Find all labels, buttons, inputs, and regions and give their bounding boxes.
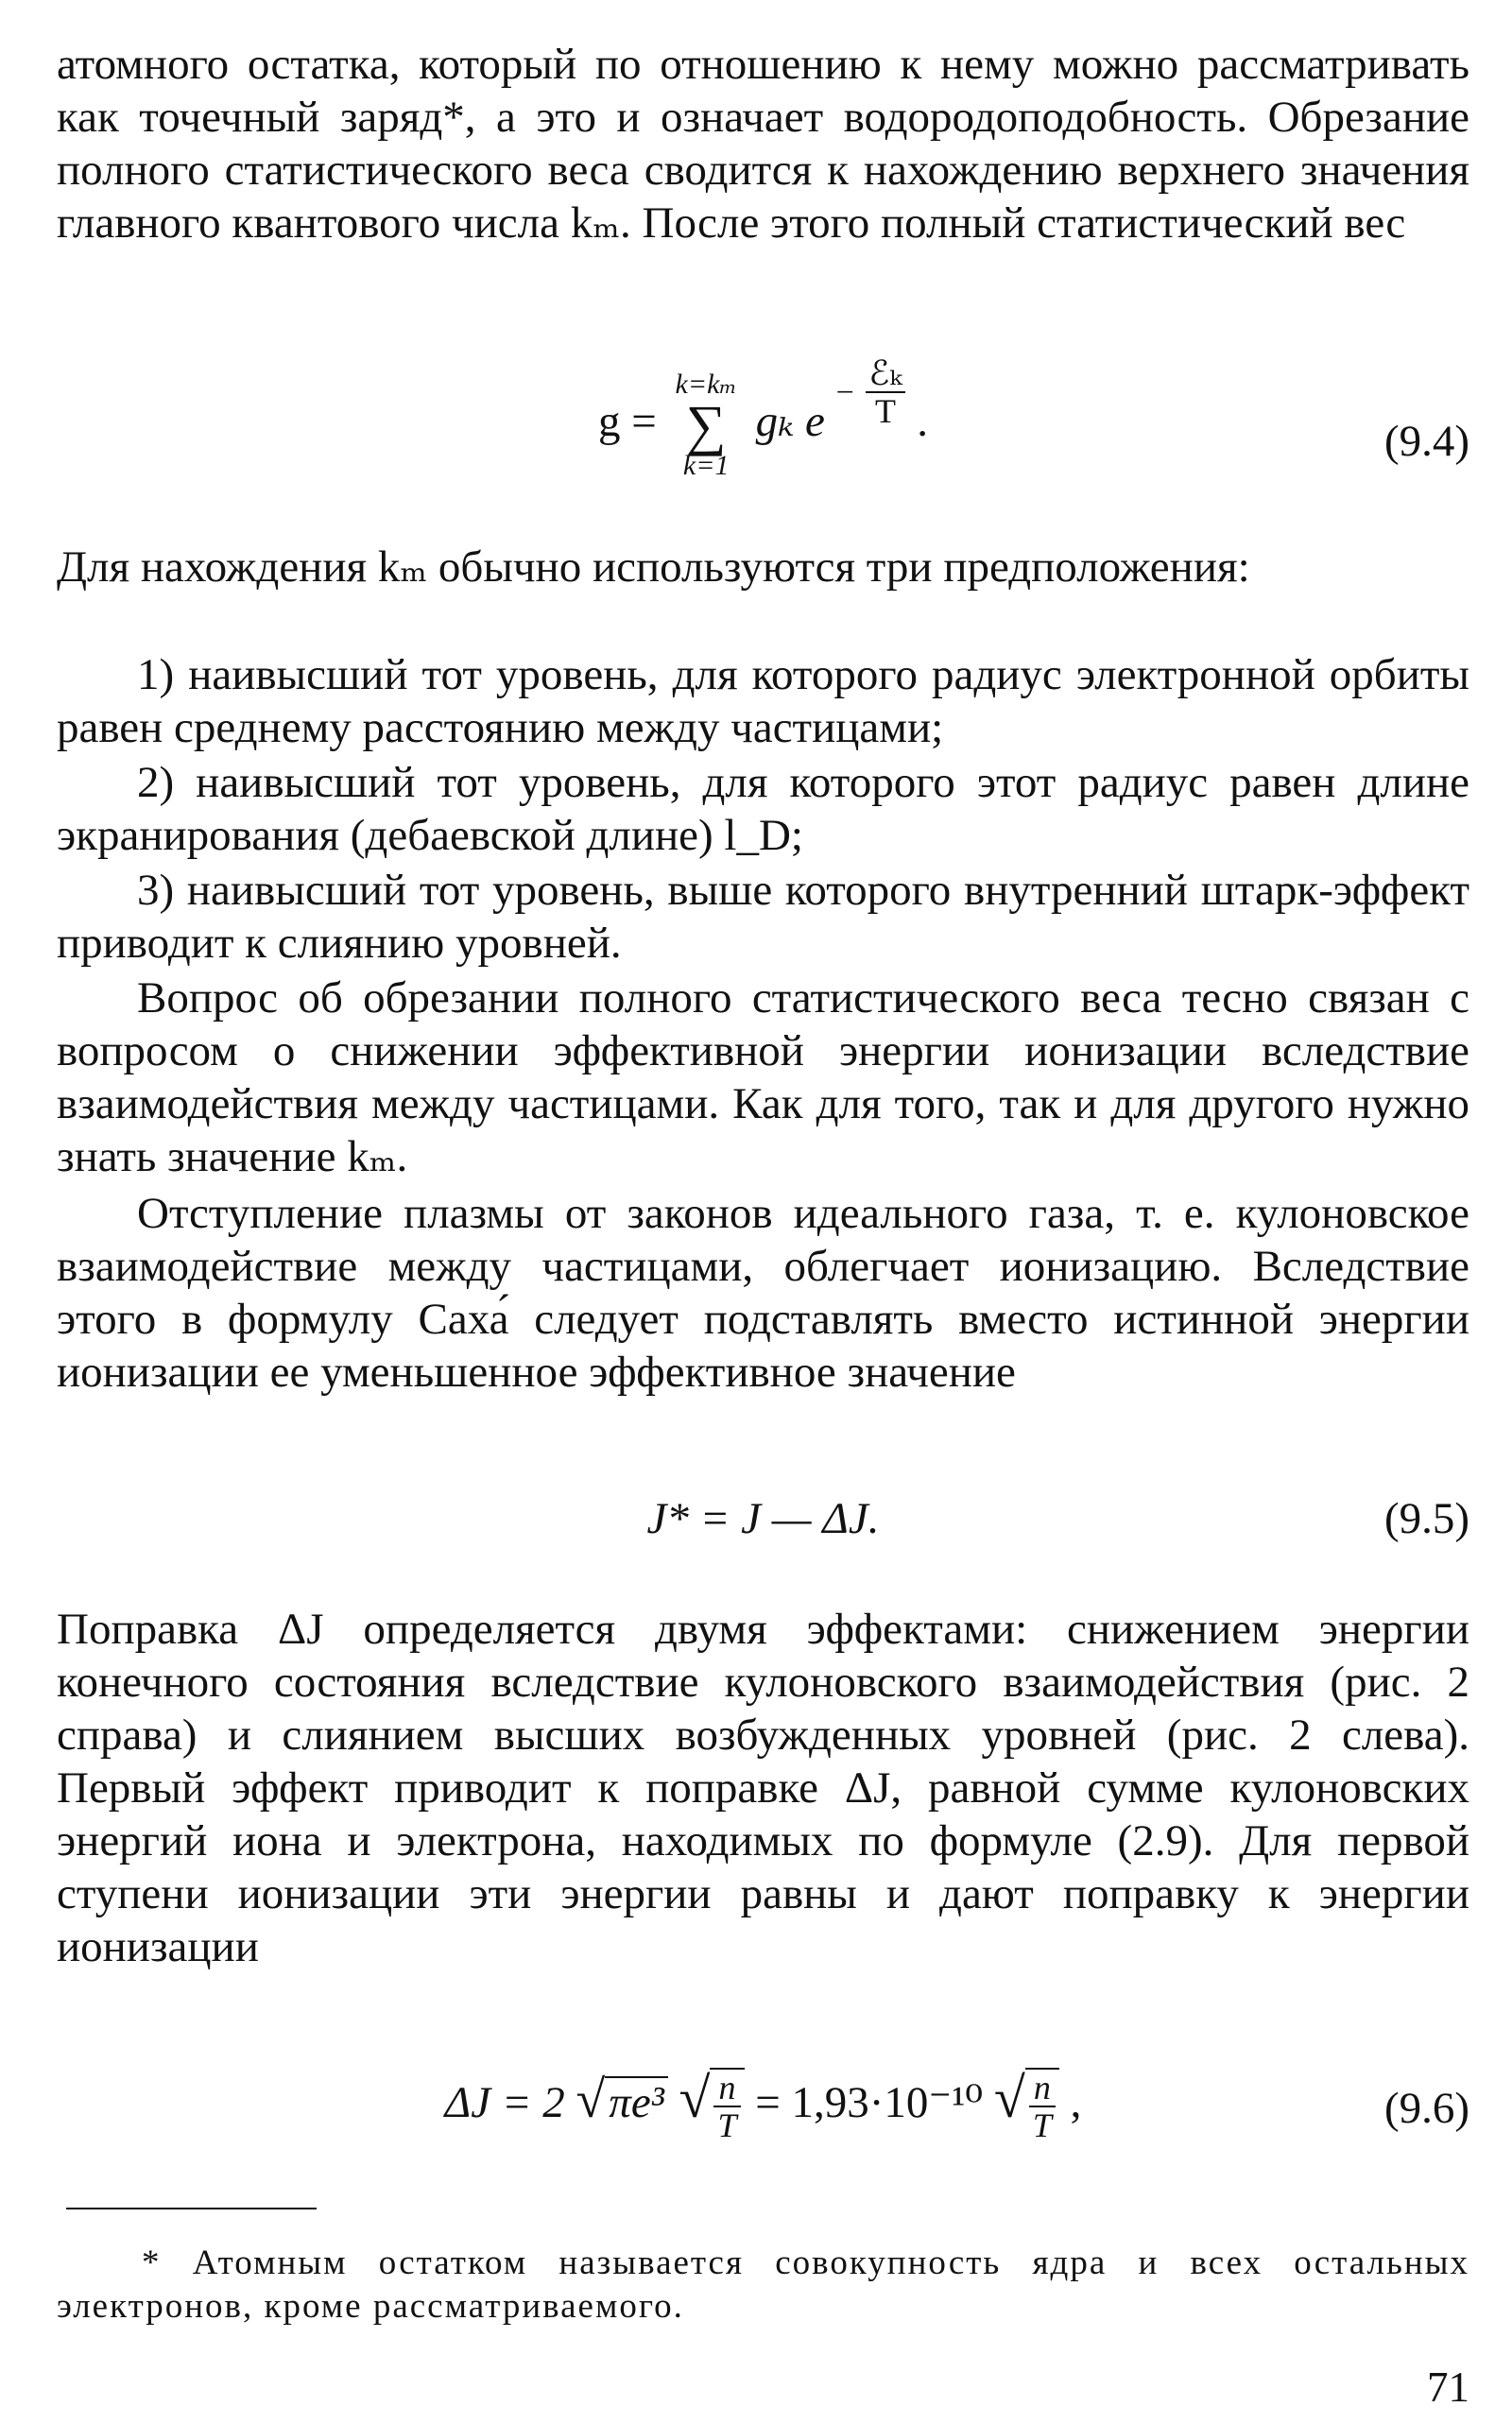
eq3-frac2-num: n	[1029, 2070, 1056, 2107]
eq1-exp-num: ℰₖ	[866, 355, 906, 393]
footnote: * Атомным остатком называется совокупность ядра и всех остальных электронов, кроме рассматриваемого.	[57, 2243, 1469, 2326]
paragraph-2: Для нахождения kₘ обычно используются три предположения:	[57, 542, 1250, 592]
equation-number-9-6: (9.6)	[1383, 2084, 1469, 2133]
list-item-1: 1) наивысший тот уровень, для которого радиус электронной орбиты равен среднему расстоянию между частицами;	[57, 650, 1469, 752]
equation-9-6: ΔJ = 2 √πe³ √ $\frac{n}{T}$ = 1,93·10⁻¹⁰ √ $\frac{n}{T}$ , (9.6)	[444, 2067, 1469, 2145]
eq3-frac1-num: n	[713, 2070, 740, 2107]
eq3-value: = 1,93·10⁻¹⁰	[755, 2078, 984, 2127]
list-item-3: 3) наивысший тот уровень, выше которого внутренний штарк-эффект приводит к слиянию уровней.	[57, 866, 1469, 968]
eq3-tail: ,	[1070, 2078, 1082, 2127]
eq3-lhs: ΔJ = 2	[444, 2078, 565, 2127]
paragraph-3: Вопрос об обрезании полного статистического веса тесно связан с вопросом о снижении эффективной энергии ионизации вследствие взаимодействия между частицами. Как для того, так и для другого нужно знать значение kₘ.	[57, 973, 1469, 1181]
paragraph-5: Поправка ΔJ определяется двумя эффектами: снижением энергии конечного состояния вследствие кулоновского взаимодействия (рис. 2 справа) и слиянием высших возбужденных уровней (рис. 2 слева). Первый эффект приводит к поправке ΔJ, равной сумме кулоновских энергий иона и электрона, находимых по формуле (2.9). Для первой ступени ионизации эти энергии равны и дают поправку к энергии ионизации	[57, 1605, 1469, 1971]
eq3-frac1-den: T	[717, 2106, 737, 2145]
list-item-2: 2) наивысший тот уровень, для которого этот радиус равен длине экранирования (дебаевской длине) l_D;	[57, 758, 1469, 860]
eq1-lhs: g =	[598, 396, 657, 446]
page-number: 71	[1427, 2364, 1469, 2411]
eq1-exp-den: T	[875, 392, 896, 430]
equation-9-5	[57, 1484, 1469, 1559]
footnote-rule	[66, 2208, 317, 2209]
equation-number-9-5: (9.5)	[1383, 1494, 1469, 1543]
eq3-radicand: πe³	[605, 2076, 668, 2127]
equation-9-4: g = k=kₘ ∑ k=1 gₖ e − $\frac{\text{ℰₖ}}{T}$ . (9.4)	[598, 354, 1469, 481]
paragraph-1: атомного остатка, который по отношению к нему можно рассматривать как точечный заряд*, а это и означает водородоподобность. Обрезание полного статистического веса сводится к нахождению верхнего значения главного квантового числа kₘ. После этого полный статистический вес	[57, 40, 1469, 248]
eq2-text: J* = J — ΔJ.	[646, 1494, 880, 1543]
eq1-tail: .	[917, 396, 928, 446]
eq1-sum-sign: ∑	[685, 394, 727, 456]
eq1-sum-upper: k=kₘ	[675, 369, 737, 400]
paragraph-4: Отступление плазмы от законов идеального газа, т. е. кулоновское взаимодействие между частицами, облегчает ионизацию. Вследствие этого в формулу Саха́ следует подставлять вместо истинной энергии ионизации ее уменьшенное эффективное значение	[57, 1189, 1469, 1397]
eq1-term: gₖ e	[755, 396, 825, 446]
eq1-sum-lower: k=1	[682, 450, 730, 481]
eq3-frac2-den: T	[1032, 2106, 1052, 2145]
equation-number-9-4: (9.4)	[1383, 417, 1469, 466]
